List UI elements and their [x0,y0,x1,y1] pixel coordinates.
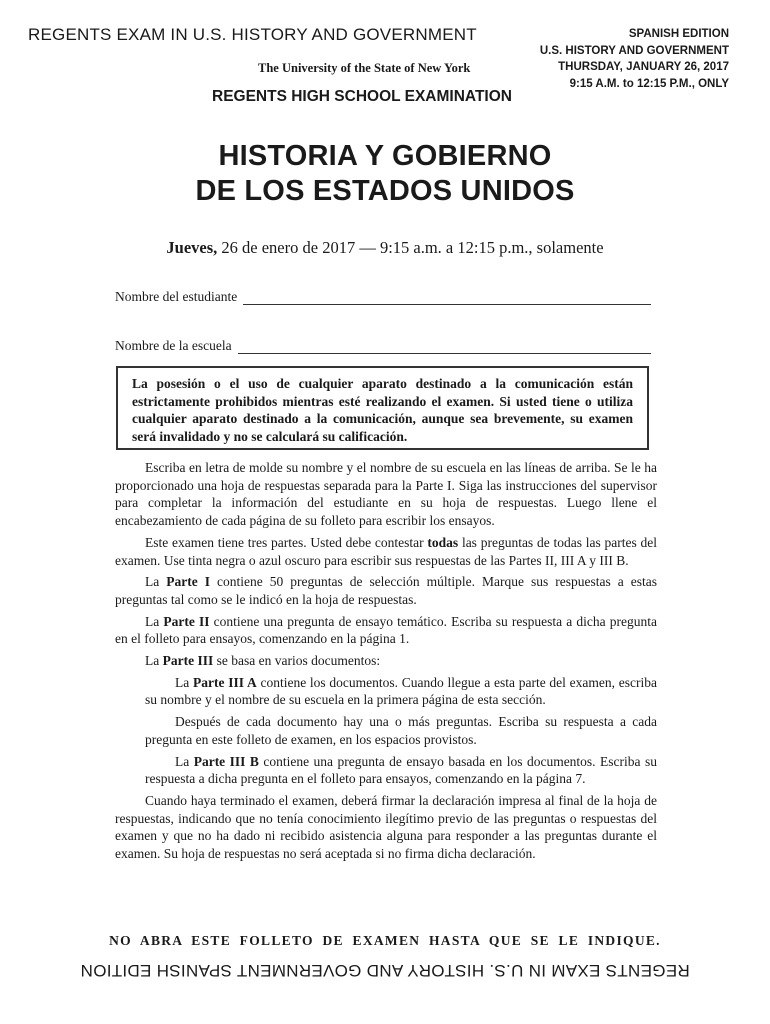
instruction-p5: La Parte III se basa en varios documentos: [145,653,381,669]
school-name-line[interactable] [238,341,651,354]
student-name-field[interactable] [115,289,651,305]
warning-text: La posesión o el uso de cualquier aparato destinado a la comunicación están estrictamente prohibidos mientras esté realizando el examen. Si usted tiene o utiliza cualquier aparato destinado a la comunicación, aunque sea brevemente, su examen será invalidado y no se calculará su calificación. [132,376,633,444]
edition-line-spanish: SPANISH EDITION [628,28,729,40]
date-rest: 26 de enero de 2017 — 9:15 a.m. a 12:15 p.m., solamente [217,238,604,257]
instruction-p9: Cuando haya terminado el examen, deberá firmar la declaración impresa al final de la hoja de respuestas, indicando que no tenía conocimiento ilegítimo previo de las preguntas o respuestas del examen y que no ha dado ni recibido asistencia alguna para responder a las preguntas durante el examen. Su hoja de respuestas no será aceptada si no firma dicha declaración. [115,792,657,862]
instruction-p8: La Parte III B contiene una pregunta de ensayo basada en los documentos. Escriba su respuesta a dicha pregunta en el folleto para ensayos, comenzando en la página 7. [145,753,657,787]
page-title [0,139,770,209]
edition-line-date: THURSDAY, JANUARY 26, 2017 [558,61,729,73]
date-line [0,238,770,258]
edition-line-time: 9:15 A.M. to 12:15 P.M., ONLY [569,77,729,90]
edition-info [540,26,729,92]
student-name-label: Nombre del estudiante [115,289,238,304]
instruction-p3: La Parte I contiene 50 preguntas de selección múltiple. Marque sus respuestas a estas preguntas tal como se le indicó en la hoja de respuestas. [115,574,657,607]
university-name: The University of the State of New York [258,61,471,75]
edition-line-subject: U.S. HISTORY AND GOVERNMENT [539,44,729,57]
instruction-p7: Después de cada documento hay una o más preguntas. Escriba su respuesta a cada pregunta en este folleto de examen, en los espacios provistos. [145,714,657,747]
instructions [115,459,657,863]
instruction-p2: Este examen tiene tres partes. Usted debe contestar todas las preguntas de todas las partes del examen. Use tinta negra o azul oscuro para escribir sus respuestas de las Partes II, III A y III B. [115,534,657,568]
top-left-title: REGENTS EXAM IN U.S. HISTORY AND GOVERNMENT [28,25,477,44]
exam-type-heading: REGENTS HIGH SCHOOL EXAMINATION [212,88,512,105]
student-name-line[interactable] [243,292,651,305]
school-name-field[interactable] [115,338,651,354]
title-line-1: HISTORIA Y GOBIERNO [218,140,552,172]
title-line-2: DE LOS ESTADOS UNIDOS [195,175,575,207]
instruction-p6: La Parte III A contiene los documentos. Cuando llegue a esta parte del examen, escriba su nombre y el nombre de su escuela en la primera página de esta sección. [145,674,657,708]
do-not-open-notice: NO ABRA ESTE FOLLETO DE EXAMEN HASTA QUE SE LE INDIQUE. [109,933,661,948]
footer-upside-down-title: REGENTS EXAM IN U.S. HISTORY AND GOVERNMENT SPANISH EDITION [80,961,690,980]
date-day: Jueves, [166,238,218,257]
school-name-label: Nombre de la escuela [115,338,232,353]
instruction-p1: Escriba en letra de molde su nombre y el nombre de su escuela en las líneas de arriba. Se le ha proporcionado una hoja de respuestas separada para la Parte I. Siga las instrucciones del supervisor para completar la información del estudiante en su hoja de respuestas. Luego llene el encabezamiento de cada página de su folleto para escribir los ensayos. [115,460,657,529]
warning-box [116,366,649,450]
instruction-p4: La Parte II contiene una pregunta de ensayo temático. Escriba su respuesta a dicha pregunta en el folleto para ensayos, comenzando en la página 1. [115,613,658,647]
